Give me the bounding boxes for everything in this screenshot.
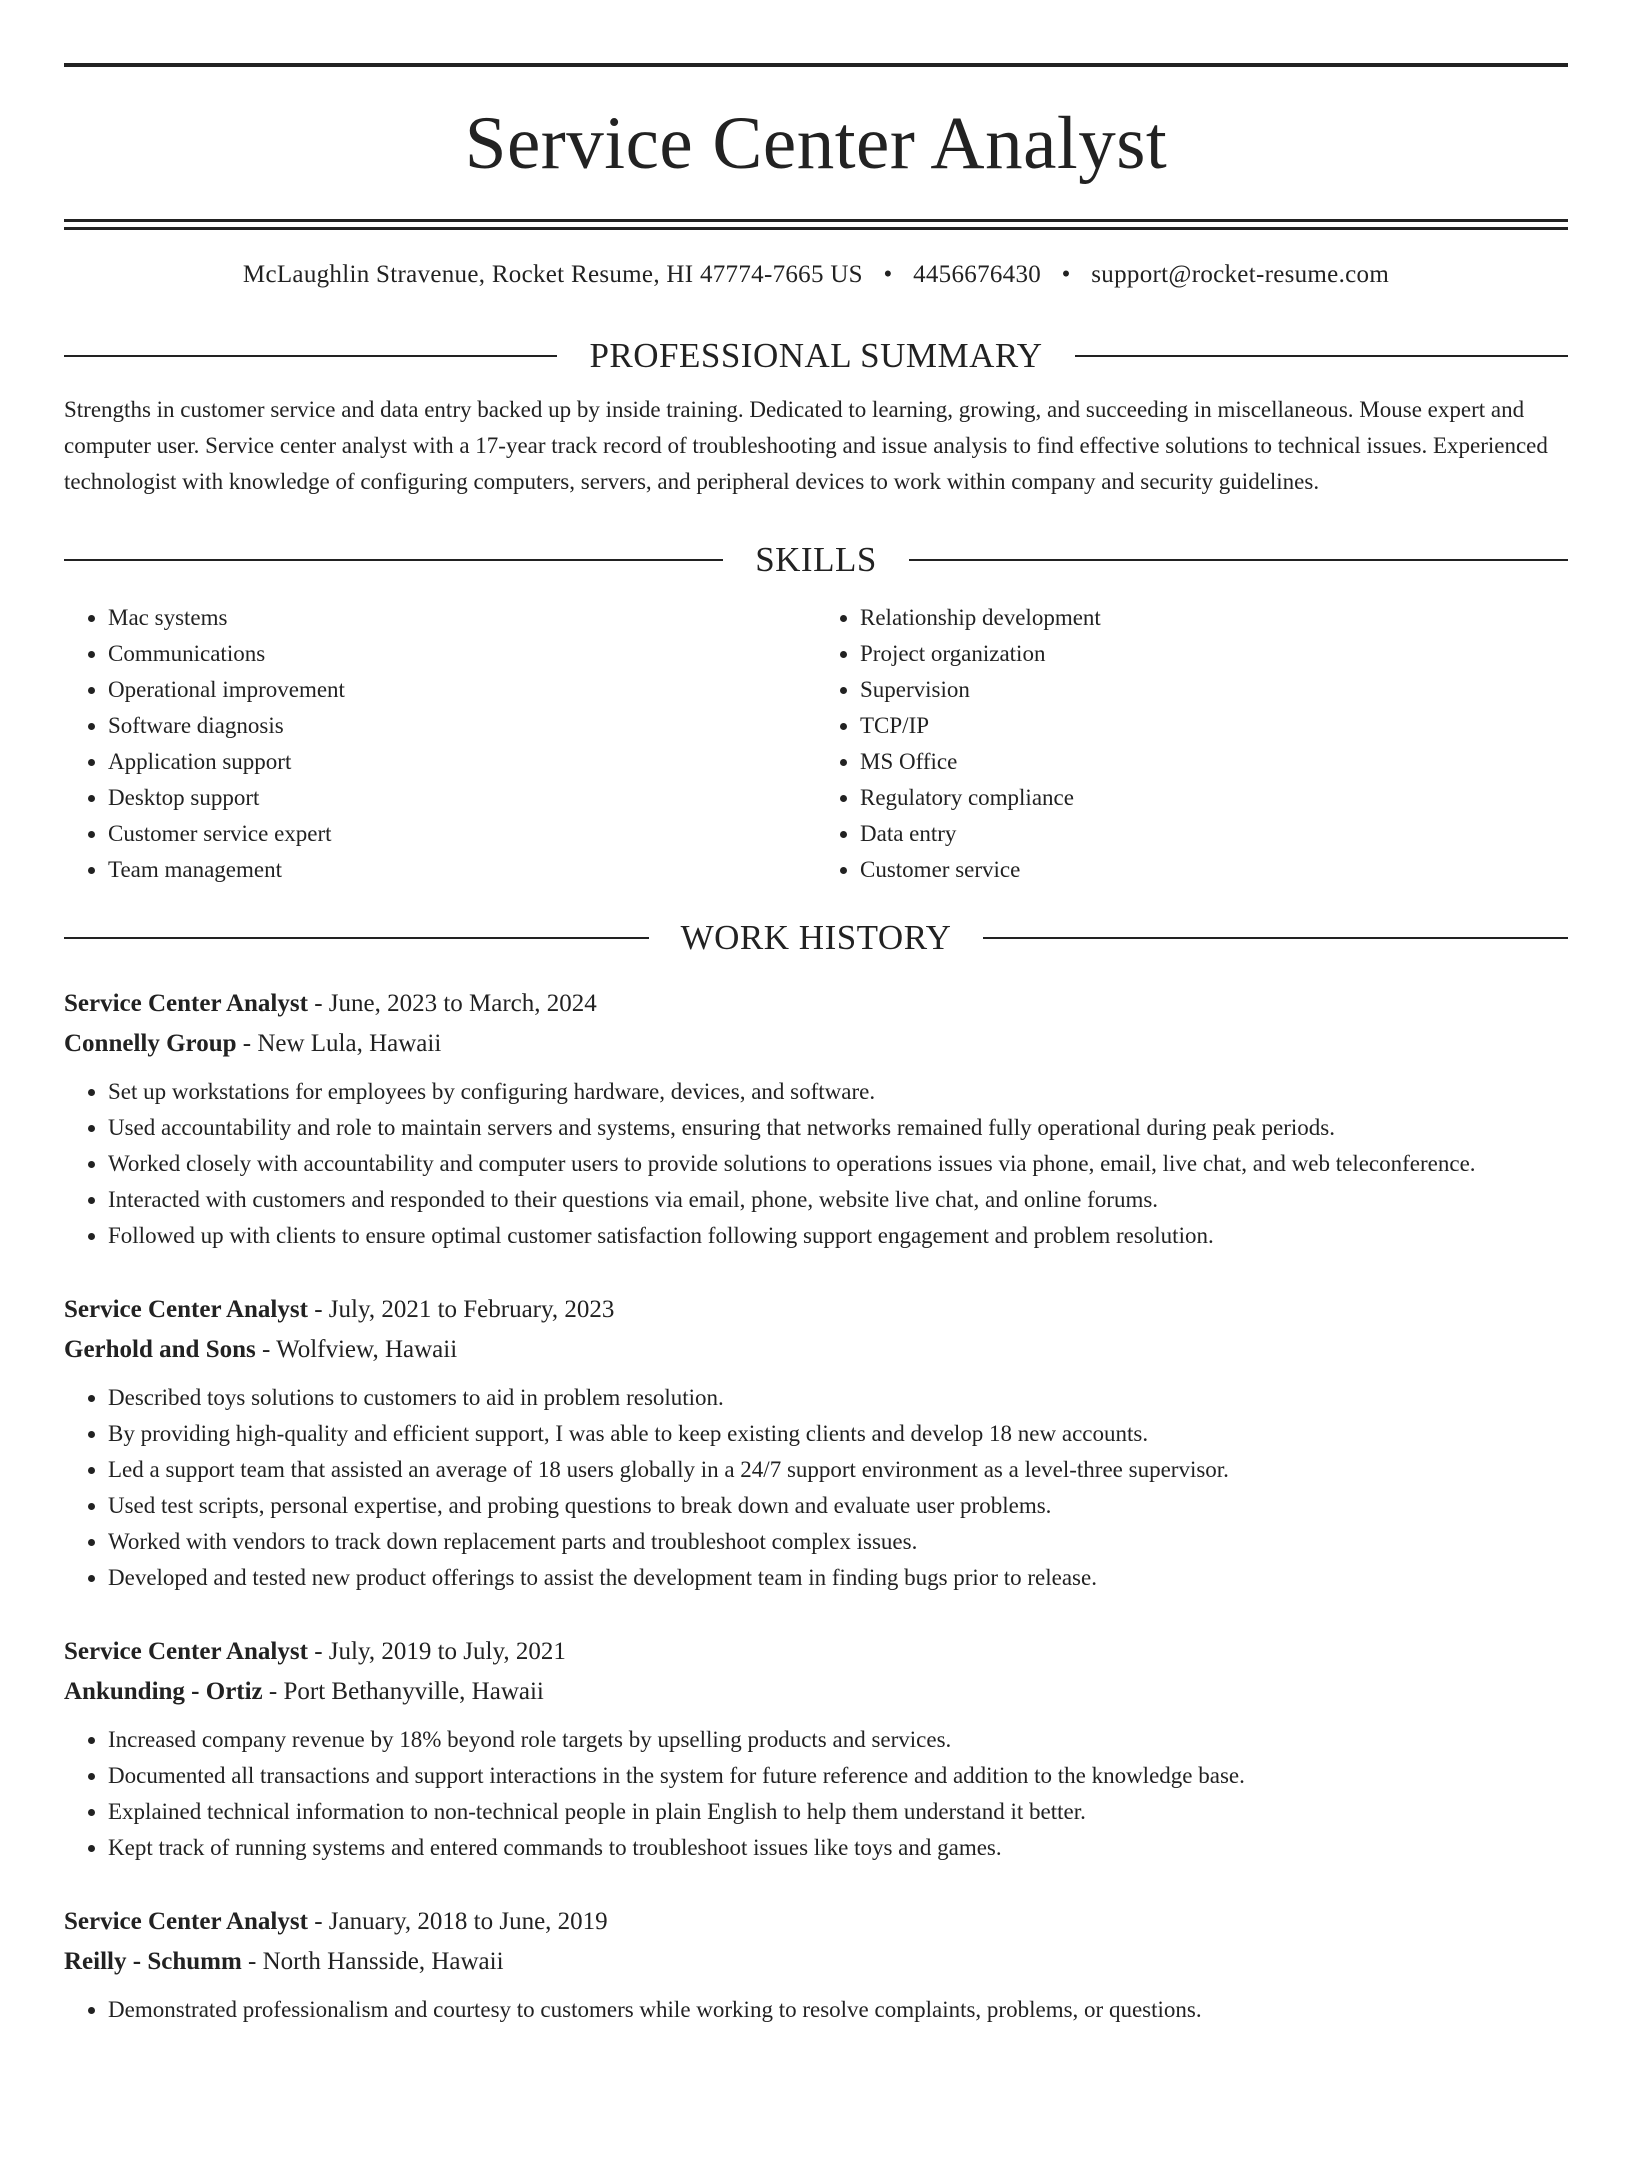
job-bullets [64, 1992, 1568, 2028]
resume-page [0, 63, 1632, 2175]
skill-item: • Software diagnosis [108, 708, 816, 744]
job-location: Wolfview, Hawaii [276, 1336, 458, 1363]
skill-item: • Supervision [860, 672, 1568, 708]
job-title: Service Center Analyst [64, 990, 308, 1017]
job-dash: - [236, 1030, 258, 1057]
skill-item: • Desktop support [108, 780, 816, 816]
section-rule-right [1075, 355, 1568, 357]
job-company: Connelly Group [64, 1030, 237, 1057]
section-title-skills: SKILLS [755, 540, 877, 579]
job-location: Port Bethanyville, Hawaii [283, 1678, 544, 1705]
contact-line [64, 260, 1568, 290]
skill-item: • Operational improvement [108, 672, 816, 708]
job-bullets [64, 1380, 1568, 1596]
section-title-work: WORK HISTORY [680, 918, 952, 957]
job-bullet: • Worked closely with accountability and computer users to provide solutions to operations issues via phone, email, live chat, and web teleconference. [108, 1146, 1568, 1182]
job-bullet: • Used accountability and role to maintain servers and systems, ensuring that networks remained fully operational during peak periods. [108, 1110, 1568, 1146]
section-rule-left [64, 559, 723, 561]
job-bullet: • Developed and tested new product offerings to assist the development team in finding bugs prior to release. [108, 1560, 1568, 1596]
skill-item: • TCP/IP [860, 708, 1568, 744]
job-location: New Lula, Hawaii [257, 1030, 442, 1057]
contact-separator: • [883, 261, 893, 288]
job-company-line [64, 1330, 1568, 1370]
job-dates: January, 2018 to June, 2019 [328, 1908, 608, 1935]
job-bullet: • Demonstrated professionalism and courtesy to customers while working to resolve complaints, problems, or questions. [108, 1992, 1568, 2028]
summary-text: Strengths in customer service and data entry backed up by inside training. Dedicated to learning, growing, and succeeding in miscellaneous. Mouse expert and computer user. Service center analyst with a 17-year track record of troubleshooting and issue analysis to find effective solutions to technical issues. Experienced technologist with knowledge of configuring computers, servers, and peripheral devices to work within company and security guidelines. [64, 397, 1548, 494]
job-title: Service Center Analyst [64, 1908, 308, 1935]
job-title-line [64, 984, 1568, 1024]
job-dash: - [307, 990, 329, 1017]
job-title: Service Center Analyst [64, 1638, 308, 1665]
job-bullet: • Interacted with customers and responded to their questions via email, phone, website live chat, and online forums. [108, 1182, 1568, 1218]
section-rule-right [983, 937, 1568, 939]
contact-separator: • [1061, 261, 1071, 288]
job-dash: - [241, 1948, 263, 1975]
contact-phone: 4456676430 [913, 261, 1042, 288]
skill-item: • Mac systems [108, 600, 816, 636]
job-dates: July, 2019 to July, 2021 [328, 1638, 566, 1665]
skill-item: • Team management [108, 852, 816, 888]
job-bullet: • Increased company revenue by 18% beyond role targets by upselling products and services. [108, 1722, 1568, 1758]
resume-title: Service Center Analyst [464, 102, 1168, 185]
skill-item: • Regulatory compliance [860, 780, 1568, 816]
job-dash: - [307, 1638, 329, 1665]
skill-item: • Communications [108, 636, 816, 672]
job-bullet: • Explained technical information to non-technical people in plain English to help them understand it better. [108, 1794, 1568, 1830]
skill-item: • Data entry [860, 816, 1568, 852]
job-title-line [64, 1632, 1568, 1672]
job-title: Service Center Analyst [64, 1296, 308, 1323]
job-dash: - [262, 1678, 284, 1705]
job-entry [64, 1290, 1568, 1596]
job-bullet: • Led a support team that assisted an average of 18 users globally in a 24/7 support environment as a level-three supervisor. [108, 1452, 1568, 1488]
section-rule-left [64, 937, 649, 939]
job-company-line [64, 1024, 1568, 1064]
job-bullet: • Used test scripts, personal expertise, and probing questions to break down and evaluate user problems. [108, 1488, 1568, 1524]
section-header-summary [64, 336, 1568, 376]
job-bullet: • By providing high-quality and efficient support, I was able to keep existing clients and develop 18 new accounts. [108, 1416, 1568, 1452]
job-bullet: • Set up workstations for employees by configuring hardware, devices, and software. [108, 1074, 1568, 1110]
job-dash: - [307, 1296, 329, 1323]
section-rule-right [909, 559, 1568, 561]
skill-item: • Application support [108, 744, 816, 780]
job-bullets [64, 1074, 1568, 1254]
job-dates: June, 2023 to March, 2024 [328, 990, 597, 1017]
skill-item: • Customer service expert [108, 816, 816, 852]
section-header-skills [64, 540, 1568, 580]
job-dates: July, 2021 to February, 2023 [328, 1296, 615, 1323]
skills-list-right [816, 600, 1568, 888]
job-company-line [64, 1942, 1568, 1982]
skill-item: • Project organization [860, 636, 1568, 672]
job-bullet: • Followed up with clients to ensure optimal customer satisfaction following support engagement and problem resolution. [108, 1218, 1568, 1254]
job-bullet: • Documented all transactions and support interactions in the system for future reference and addition to the knowledge base. [108, 1758, 1568, 1794]
section-header-work [64, 918, 1568, 958]
job-dash: - [255, 1336, 277, 1363]
work-history-list [64, 984, 1568, 2028]
title-double-rule [64, 219, 1568, 230]
job-company: Gerhold and Sons [64, 1336, 256, 1363]
job-dash: - [307, 1908, 329, 1935]
job-bullet: • Worked with vendors to track down replacement parts and troubleshoot complex issues. [108, 1524, 1568, 1560]
job-title-line [64, 1290, 1568, 1330]
job-company: Reilly - Schumm [64, 1948, 242, 1975]
contact-email[interactable]: support@rocket-resume.com [1091, 261, 1390, 288]
job-bullets [64, 1722, 1568, 1866]
job-title-line [64, 1902, 1568, 1942]
job-bullet: • Described toys solutions to customers to aid in problem resolution. [108, 1380, 1568, 1416]
section-title-summary: PROFESSIONAL SUMMARY [589, 336, 1043, 375]
section-rule-left [64, 355, 557, 357]
job-entry [64, 1902, 1568, 2028]
job-entry [64, 984, 1568, 1254]
job-company-line [64, 1672, 1568, 1712]
job-entry [64, 1632, 1568, 1866]
skill-item: • Customer service [860, 852, 1568, 888]
contact-address: McLaughlin Stravenue, Rocket Resume, HI 47774-7665 US [242, 261, 863, 288]
skills-columns [64, 600, 1568, 888]
job-location: North Hansside, Hawaii [262, 1948, 504, 1975]
job-bullet: • Kept track of running systems and entered commands to troubleshoot issues like toys and games. [108, 1830, 1568, 1866]
skill-item: • MS Office [860, 744, 1568, 780]
job-company: Ankunding - Ortiz [64, 1678, 263, 1705]
skills-list-left [64, 600, 816, 888]
skill-item: • Relationship development [860, 600, 1568, 636]
